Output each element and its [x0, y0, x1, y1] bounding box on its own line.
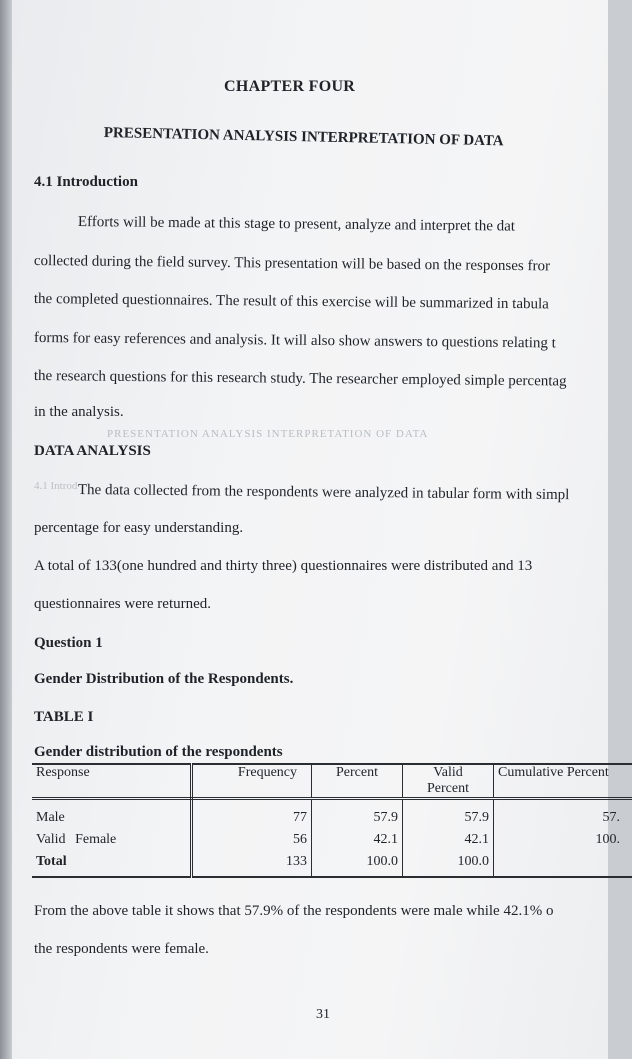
header-valid-line-2: Percent: [427, 781, 469, 796]
header-cumulative-percent: Cumulative Percent: [494, 764, 632, 799]
gender-table: [32, 763, 632, 878]
table-label: TABLE I: [34, 709, 94, 725]
cell-percent: 57.9: [312, 799, 403, 833]
chapter-heading: CHAPTER FOUR: [224, 78, 356, 95]
table-row: [32, 799, 632, 833]
cell-valid-percent: 100.0: [403, 854, 494, 877]
table-row: [32, 832, 632, 854]
table-caption: Gender distribution of the respondents: [34, 744, 283, 760]
page-number: 31: [316, 1007, 330, 1022]
page-edge-shadow: [0, 0, 12, 1059]
cell-cumulative: 57.: [602, 810, 620, 825]
data-line-3: A total of 133(one hundred and thirty three) questionnaires were distributed and 13: [34, 558, 533, 574]
intro-line-2: collected during the field survey. This presentation will be based on the responses fror: [33, 253, 551, 275]
document-page: [12, 0, 620, 1059]
gender-heading: Gender Distribution of the Respondents.: [34, 671, 294, 687]
table-row: [32, 854, 632, 877]
row-group-label: Valid: [36, 832, 66, 847]
bleed-through-text-2: 4.1 Introd: [34, 480, 78, 492]
header-response: Response: [32, 764, 192, 799]
intro-line-6: in the analysis.: [34, 404, 124, 420]
intro-line-3: the completed questionnaires. The result of this exercise will be summarized in tabula: [33, 291, 549, 313]
conclusion-line-2: the respondents were female.: [34, 941, 209, 957]
row-label-female-text: Female: [75, 832, 117, 847]
row-label-male: Male: [32, 799, 192, 833]
cell-valid-percent: 57.9: [403, 799, 494, 833]
page-title: PRESENTATION ANALYSIS INTERPRETATION OF DATA: [103, 125, 504, 150]
row-label-total: Total: [32, 854, 192, 877]
header-frequency: Frequency: [192, 764, 312, 799]
intro-line-1: Efforts will be made at this stage to present, analyze and interpret the dat: [77, 214, 516, 235]
cell-percent: 100.0: [312, 854, 403, 877]
cell-cumulative: [494, 854, 632, 877]
data-analysis-heading: DATA ANALYSIS: [34, 443, 151, 459]
question-heading: Question 1: [34, 635, 103, 651]
bleed-through-text: PRESENTATION ANALYSIS INTERPRETATION OF DATA: [107, 428, 429, 440]
cell-frequency: 133: [192, 854, 312, 877]
cell-cumulative: 100.: [595, 832, 620, 847]
intro-line-5: the research questions for this research study. The researcher employed simple percentag: [33, 368, 567, 390]
header-percent: Percent: [312, 764, 403, 799]
conclusion-line-1: From the above table it shows that 57.9% of the respondents were male while 42.1% o: [34, 903, 554, 919]
header-valid-line-1: Valid: [433, 765, 463, 780]
cell-frequency: 77: [192, 799, 312, 833]
intro-heading: 4.1 Introduction: [34, 174, 138, 190]
data-line-1: The data collected from the respondents were analyzed in tabular form with simpl: [77, 482, 570, 504]
row-label-female: [32, 832, 192, 854]
cell-percent: 42.1: [312, 832, 403, 854]
table-header-row: [32, 764, 632, 799]
intro-line-4: forms for easy references and analysis. It will also show answers to questions relating t: [33, 330, 556, 352]
data-line-2: percentage for easy understanding.: [34, 520, 244, 536]
cell-frequency: 56: [192, 832, 312, 854]
header-valid-percent: [403, 764, 494, 799]
cell-valid-percent: 42.1: [403, 832, 494, 854]
data-line-4: questionnaires were returned.: [34, 596, 212, 612]
